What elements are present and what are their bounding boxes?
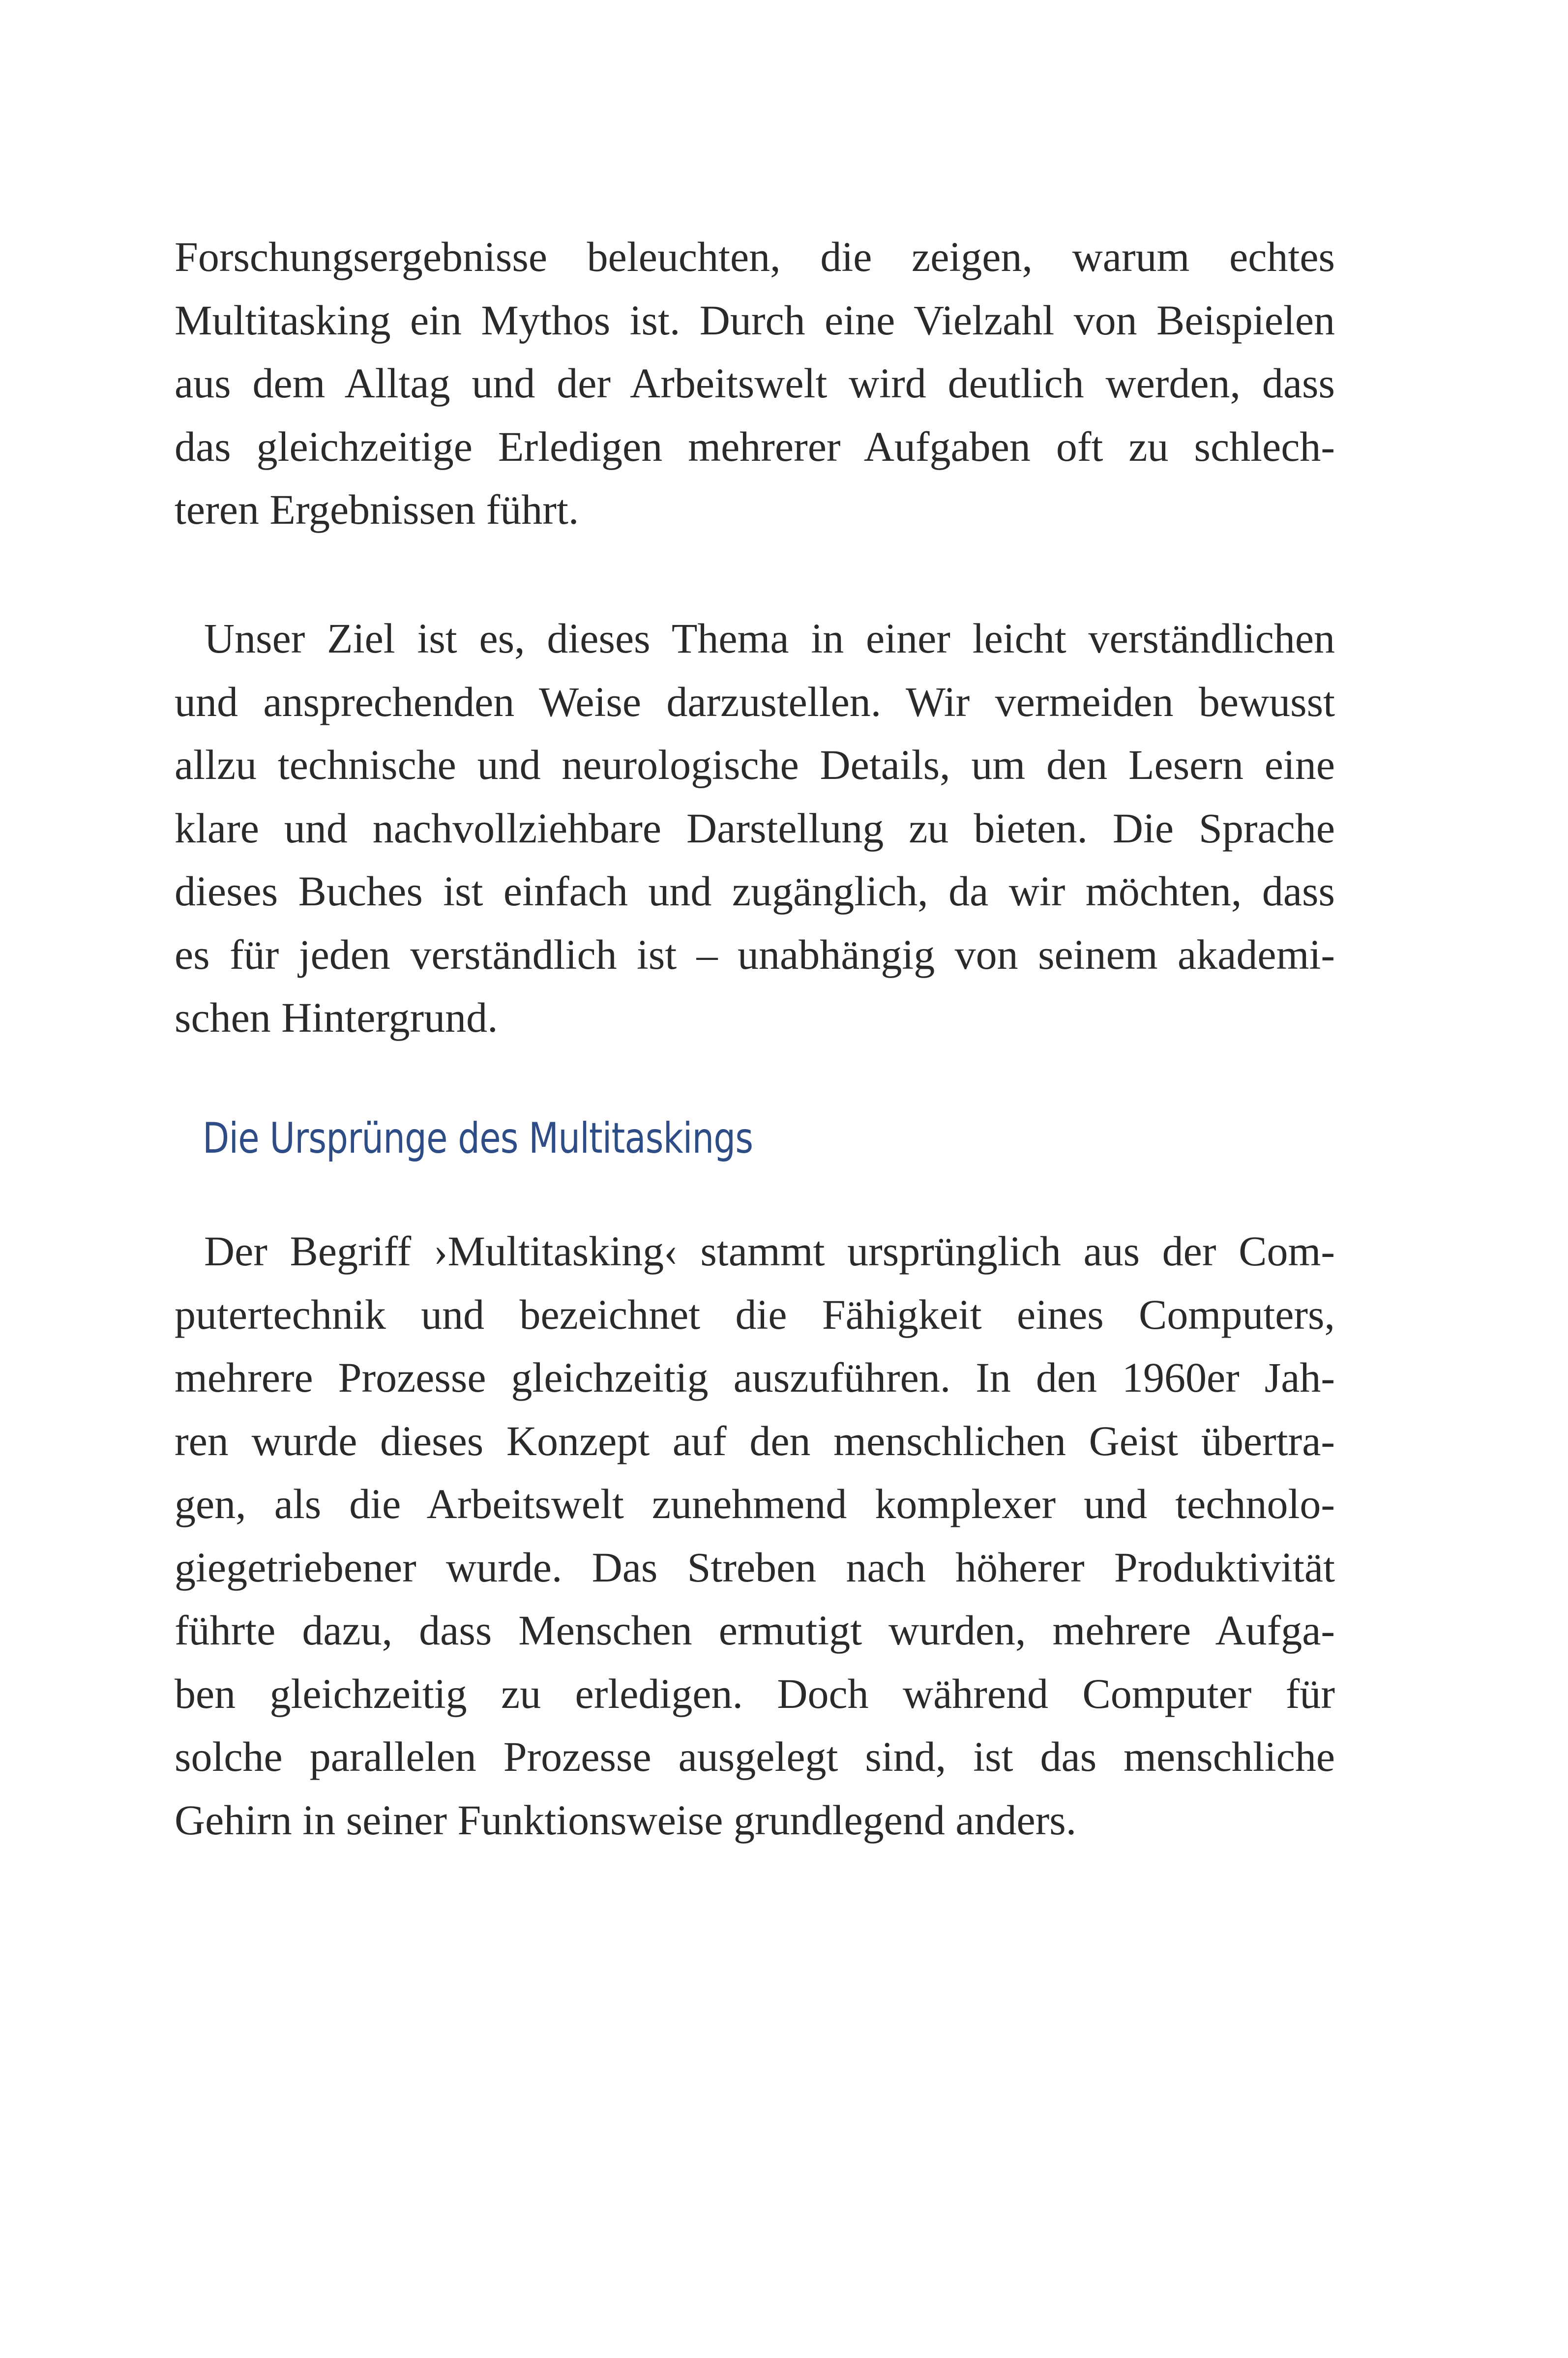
- text-line: allzu technische und neurologische Details, um den Lesern eine: [175, 741, 1335, 788]
- text-line: Forschungsergebnisse beleuchten, die zeigen, warum echtes: [175, 233, 1335, 280]
- text-line: gen, als die Arbeitswelt zunehmend komplexer und technolo-: [175, 1480, 1335, 1527]
- text-line: und ansprechenden Weise darzustellen. Wir vermeiden bewusst: [175, 678, 1335, 725]
- text-line: das gleichzeitige Erledigen mehrerer Aufgaben oft zu schlech-: [175, 422, 1335, 470]
- text-line: mehrere Prozesse gleichzeitig auszuführen. In den 1960er Jah-: [175, 1354, 1335, 1401]
- paragraph-goal: [175, 607, 1335, 1049]
- text-line: dieses Buches ist einfach und zugänglich, da wir möchten, dass: [175, 867, 1335, 915]
- text-line: Gehirn in seiner Funktionsweise grundlegend anders.: [175, 1796, 1077, 1844]
- text-line: schen Hintergrund.: [175, 994, 498, 1041]
- text-line: Unser Ziel ist es, dieses Thema in einer leicht verständlichen: [204, 615, 1335, 662]
- text-line: führte dazu, dass Menschen ermutigt wurden, mehrere Aufga-: [175, 1607, 1335, 1654]
- text-line: solche parallelen Prozesse ausgelegt sind, ist das menschliche: [175, 1733, 1335, 1780]
- text-line: putertechnik und bezeichnet die Fähigkeit eines Computers,: [175, 1290, 1335, 1338]
- text-line: Der Begriff ›Multitasking‹ stammt ursprünglich aus der Com-: [204, 1227, 1335, 1275]
- paragraph-origins: [175, 1220, 1335, 1851]
- text-line: klare und nachvollziehbare Darstellung zu bieten. Die Sprache: [175, 804, 1335, 852]
- text-line: ben gleichzeitig zu erledigen. Doch während Computer für: [175, 1670, 1335, 1717]
- text-line: teren Ergebnissen führt.: [175, 486, 579, 533]
- text-line: ren wurde dieses Konzept auf den menschlichen Geist übertra-: [175, 1417, 1335, 1464]
- paragraph-intro-research: [175, 225, 1335, 541]
- text-line: es für jeden verständlich ist – unabhängig von seinem akademi-: [175, 930, 1335, 978]
- text-line: Multitasking ein Mythos ist. Durch eine Vielzahl von Beispielen: [175, 296, 1335, 344]
- section-heading: Die Ursprünge des Multitaskings: [203, 1114, 753, 1163]
- text-line: aus dem Alltag und der Arbeitswelt wird deutlich werden, dass: [175, 359, 1335, 407]
- text-line: giegetriebener wurde. Das Streben nach höherer Produktivität: [175, 1543, 1335, 1591]
